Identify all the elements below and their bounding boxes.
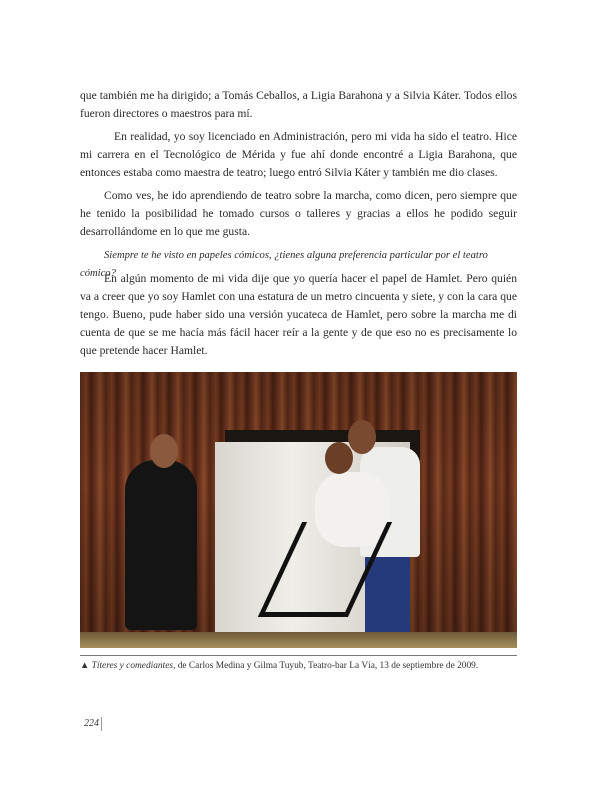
theater-photo bbox=[80, 372, 517, 648]
paragraph-1: que también me ha dirigido; a Tomás Ceballos, a Ligia Barahona y a Silvia Káter. Todos ellos fueron directores o maestros para mí. bbox=[80, 89, 517, 120]
paragraph-4: En algún momento de mi vida dije que yo quería hacer el papel de Hamlet. Pero quién va a creer que yo soy Hamlet con una estatura de un metro cincuenta y siete, y con la cara que tengo. Bueno, pude haber sido una versión yucateca de Hamlet, pero sobre la marcha me di cuenta de que se me hacía más fácil hacer reír a la gente y de que eso no es precisamente lo que pretende hacer Hamlet. bbox=[80, 272, 517, 357]
interview-question: Siempre te he visto en papeles cómicos, ¿tienes alguna preferencia particular por el teatro cómico? bbox=[80, 250, 488, 279]
caption-rule bbox=[80, 655, 517, 656]
actress-figure bbox=[125, 460, 197, 630]
photo-caption bbox=[80, 659, 478, 673]
paragraph-3: Como ves, he ido aprendiendo de teatro sobre la marcha, como dicen, pero siempre que he tenido la posibilidad he tomado cursos o talleres y gracias a ellos he podido seguir desarrollándome en lo que me gusta. bbox=[80, 189, 517, 238]
page-number: 224 bbox=[84, 718, 99, 729]
triangle-marker-icon: ▲ bbox=[80, 661, 90, 671]
page-number-divider bbox=[101, 717, 102, 731]
caption-text: , de Carlos Medina y Gilma Tuyub, Teatro-bar La Vía, 13 de septiembre de 2009. bbox=[173, 661, 479, 671]
paragraph-2: En realidad, yo soy licenciado en Administración, pero mi vida ha sido el teatro. Hice mi carrera en el Tecnológico de Mérida y fue ahí donde encontré a Ligia Barahona, que entonces estaba como maestra de teatro; luego entró Silvia Káter y también me dio clases. bbox=[80, 130, 517, 179]
caption-title: Títeres y comediantes bbox=[91, 661, 174, 671]
